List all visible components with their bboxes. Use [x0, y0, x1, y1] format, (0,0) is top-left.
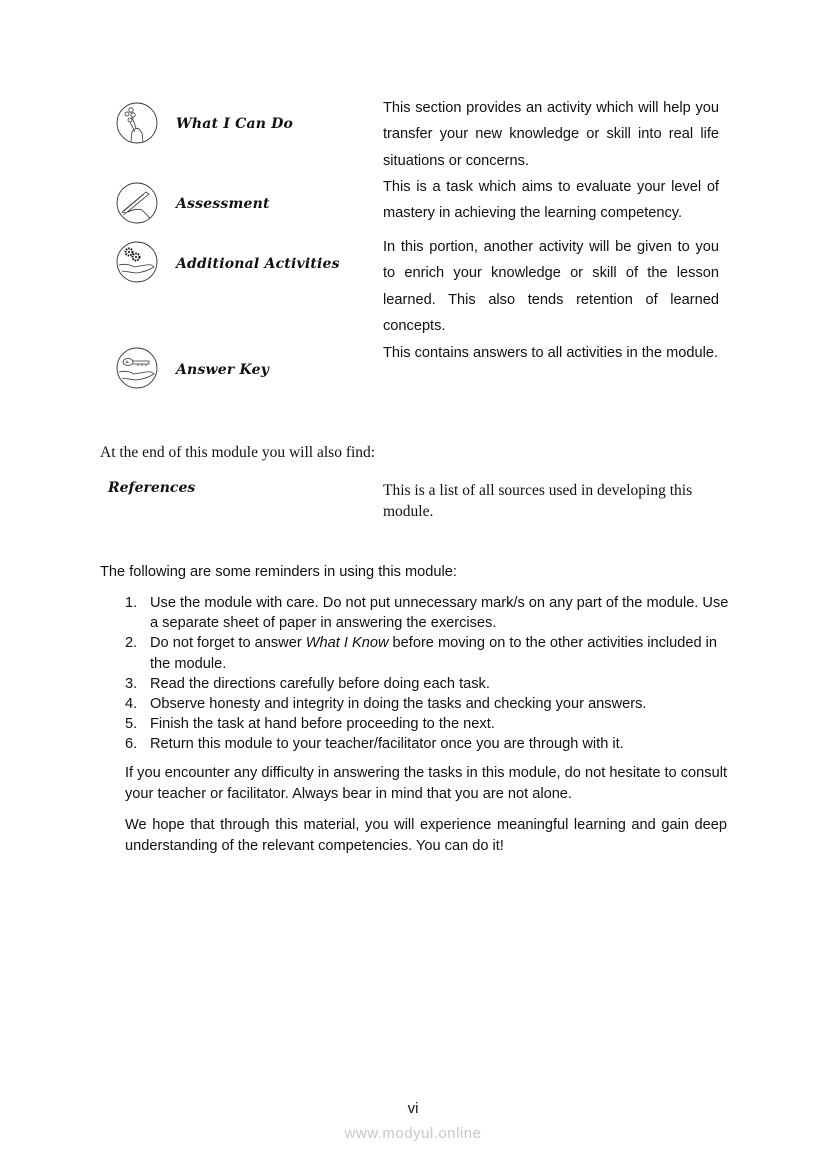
section-label-what-i-can-do: What I Can Do — [176, 116, 294, 132]
reminder-number: 6. — [125, 736, 138, 753]
section-description-additional-activities: In this portion, another activity will be given to you to enrich your knowledge or skill of the lesson learned. This also tends retention of learned concepts. — [383, 239, 719, 335]
reminders-list — [125, 593, 730, 755]
hand-writing-pen-icon — [116, 182, 158, 224]
hand-with-gears-icon — [116, 241, 158, 283]
reminder-text: Read the directions carefully before doing each task. — [150, 675, 490, 692]
section-label-answer-key: Answer Key — [176, 362, 270, 378]
reminder-text: Do not forget to answer — [150, 635, 306, 652]
section-description-answer-key: This contains answers to all activities in the module. — [383, 345, 719, 361]
reminder-text: Use the module with care. Do not put unnecessary mark/s on any part of the module. Use a separate sheet of paper in answering the exercises. — [150, 595, 729, 632]
references-label: References — [108, 480, 196, 496]
page-number: vi — [407, 1100, 419, 1117]
reminder-item — [125, 734, 730, 754]
reminder-text: Observe honesty and integrity in doing the tasks and checking your answers. — [150, 696, 647, 713]
hand-with-flowers-icon — [116, 102, 158, 144]
reminder-item — [125, 694, 730, 714]
section-label-assessment: Assessment — [176, 196, 270, 212]
reminder-number: 5. — [125, 716, 138, 733]
reminder-number: 4. — [125, 696, 138, 713]
closing-paragraph-difficulty: If you encounter any difficulty in answering the tasks in this module, do not hesitate to consult your teacher or facilitator. Always bear in mind that you are not alone. — [125, 765, 727, 802]
section-description-assessment: This is a task which aims to evaluate your level of mastery in achieving the learning competency. — [383, 179, 719, 222]
end-of-module-intro: At the end of this module you will also find: — [100, 444, 376, 461]
reminder-number: 1. — [125, 595, 138, 611]
hand-with-key-icon — [116, 347, 158, 389]
references-description: This is a list of all sources used in developing this module. — [383, 482, 693, 520]
reminder-item — [125, 674, 730, 694]
reminders-intro: The following are some reminders in using this module: — [100, 564, 457, 580]
reminder-emphasis: What I Know — [305, 635, 389, 652]
reminder-number: 3. — [125, 675, 138, 692]
watermark: www.modyul.online — [344, 1125, 482, 1142]
reminder-text: Finish the task at hand before proceeding to the next. — [150, 716, 495, 733]
reminder-item — [125, 714, 730, 734]
reminder-text: before moving on to the other activities included in the module. — [150, 635, 718, 672]
reminder-item — [125, 633, 730, 673]
reminder-item — [125, 593, 730, 633]
section-label-additional-activities: Additional Activities — [176, 256, 340, 272]
reminder-text: Return this module to your teacher/facilitator once you are through with it. — [150, 736, 624, 753]
section-description-what-i-can-do: This section provides an activity which will help you transfer your new knowledge or skill into real life situations or concerns. — [383, 100, 719, 169]
reminder-number: 2. — [125, 635, 138, 652]
closing-paragraph-encouragement: We hope that through this material, you will experience meaningful learning and gain deep understanding of the relevant competencies. You can do it! — [125, 817, 727, 854]
